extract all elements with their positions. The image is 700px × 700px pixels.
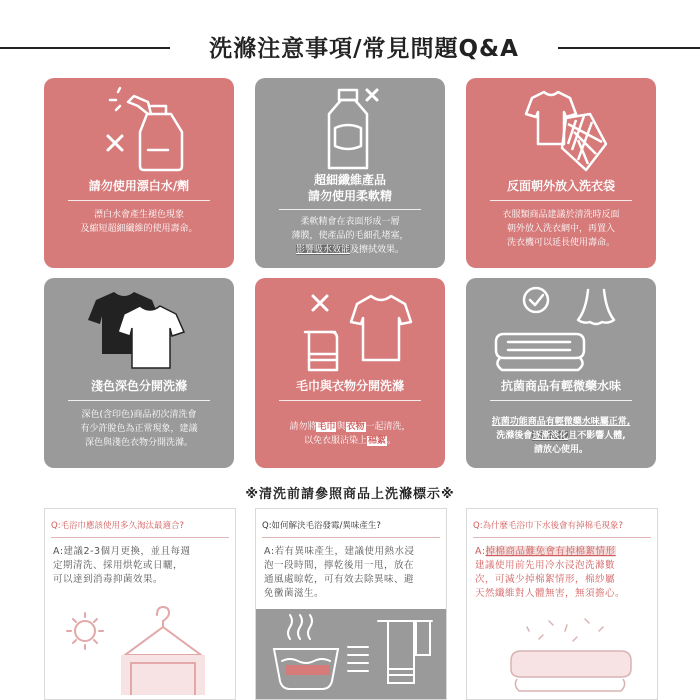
- divider: [490, 200, 632, 201]
- faq-card-lint: [466, 508, 658, 700]
- page-title: 洗滌注意事項/常見問題Q&A: [209, 36, 519, 62]
- steaming-basin-towel-icon: [256, 609, 447, 699]
- highlight-text: 影響吸水效能: [295, 245, 350, 255]
- card-body: 漂白水會產生褪色現象 及縮短超細纖維的使用壽命。: [80, 210, 198, 234]
- card-title: 淺色深色分開洗滌: [90, 379, 187, 393]
- card-antibacterial: [466, 278, 656, 468]
- header-rule-right: [558, 47, 700, 49]
- divider: [279, 209, 421, 210]
- faq-answer: A:建議2-3個月更換，並且每週 定期清洗、採用烘乾或日曬， 可以達到消毒抑菌效果。: [53, 546, 191, 585]
- detergent-bottle-icon: [255, 84, 445, 174]
- divider: [473, 537, 651, 538]
- card-laundry-bag: [466, 78, 656, 268]
- card-title: 抗菌商品有輕微藥水味: [500, 379, 621, 393]
- card-body: 衣服類商品建議於清洗時反面 朝外放入洗衣網中，再置入 洗衣機可以延長使用壽命。: [502, 210, 620, 248]
- card-no-softener: [255, 78, 445, 268]
- towel-fibers-icon: [467, 607, 658, 699]
- divider: [68, 400, 210, 401]
- card-body: 請勿將毛巾與衣物一起清洗， 以免衣服沾染上棉絮。: [289, 422, 411, 446]
- card-no-bleach: [44, 78, 234, 268]
- faq-answer: A:掉棉商品難免會有掉棉絮情形 建議使用前先用冷水浸泡洗滌數 次，可減少掉棉絮情形，棉紗屬 天然纖維對人體無害，無須擔心。: [475, 546, 626, 599]
- faq-answer: A:若有異味產生，建議使用熱水浸 泡一段時間，擰乾後用一甩，放在 通風處晾乾，可有效去除異味、避 免黴菌滋生。: [264, 546, 415, 599]
- shirts-icon: [44, 284, 234, 374]
- card-title: 超細纖維產品 請勿使用柔軟精: [307, 173, 392, 203]
- faq-card-replace: [44, 508, 236, 700]
- spray-bottle-icon: [44, 84, 234, 174]
- sun-hanger-icon: [45, 599, 236, 699]
- faq-question: Q:毛浴巾應該使用多久淘汰最適合?: [51, 521, 185, 531]
- laundry-bag-icon: [466, 84, 656, 174]
- header-rule-left: [0, 47, 170, 49]
- card-body: 柔軟精會在表面形成一層 薄膜，使產品的毛細孔堵塞， 影響吸水效能及擦拭效果。: [291, 217, 409, 255]
- faq-question: Q:如何解決毛浴發霉/異味產生?: [262, 521, 381, 531]
- page-header: [0, 30, 700, 66]
- divider: [262, 537, 440, 538]
- card-body: 深色(含印色)商品初次清洗會 有少許脫色為正常現象，建議 深色與淺色衣物分開洗滌。: [80, 410, 198, 448]
- washing-label-notice: ※清洗前請參照商品上洗滌標示※: [245, 487, 455, 502]
- towel-shirt-icon: [255, 284, 445, 374]
- divider: [279, 400, 421, 401]
- divider: [490, 400, 632, 401]
- divider: [51, 537, 229, 538]
- faq-card-odor: [255, 508, 447, 700]
- faq-question: Q:為什麼毛浴巾下水後會有掉棉毛現象?: [473, 521, 624, 531]
- divider: [68, 200, 210, 201]
- card-title: 反面朝外放入洗衣袋: [506, 179, 615, 193]
- card-towel-separate: [255, 278, 445, 468]
- folded-towel-nose-icon: [466, 284, 656, 374]
- card-title: 毛巾與衣物分開洗滌: [295, 379, 404, 393]
- card-body: 抗菌功能商品有輕微藥水味屬正常, 洗滌後會逐漸淡化且不影響人體, 請放心使用。: [491, 417, 631, 455]
- card-separate-colors: [44, 278, 234, 468]
- card-title: 請勿使用漂白水/劑: [88, 179, 190, 193]
